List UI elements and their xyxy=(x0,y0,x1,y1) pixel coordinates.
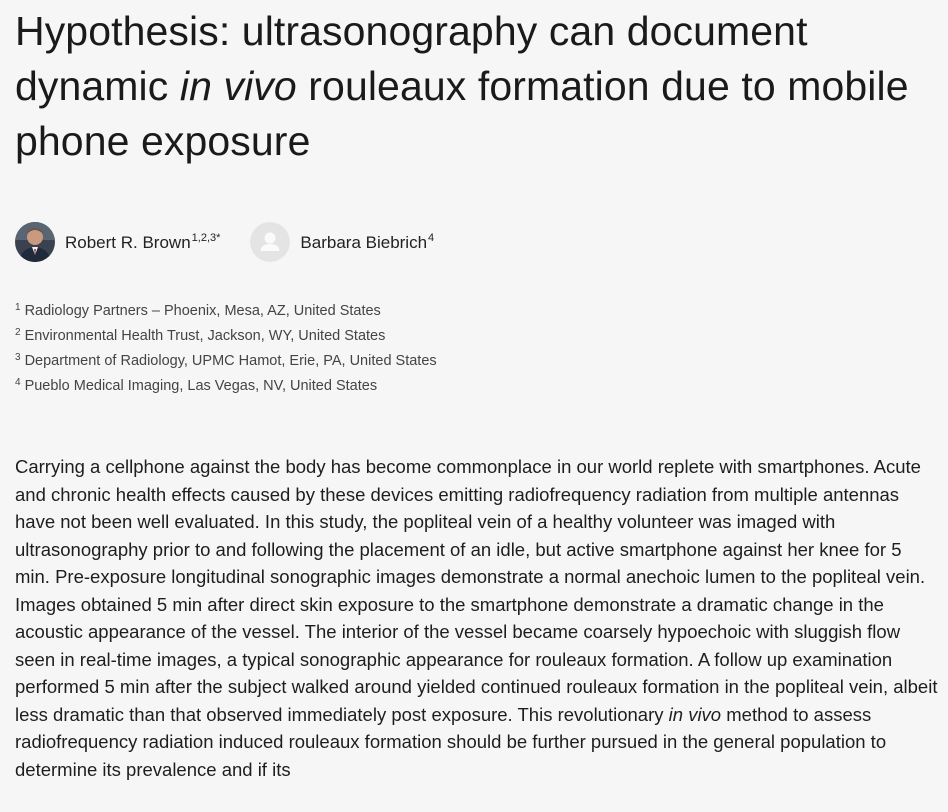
title-italic-term: in vivo xyxy=(179,63,297,109)
author-name-text[interactable]: Robert R. Brown xyxy=(65,232,191,252)
author-name-text[interactable]: Barbara Biebrich xyxy=(300,232,428,252)
article-title xyxy=(15,4,915,169)
abstract-italic-term: in vivo xyxy=(668,703,722,725)
affiliation-number: 2 xyxy=(15,327,21,338)
abstract-part1: Carrying a cellphone against the body has become commonplace in our world replete with smartphones. Acute and chronic health effects caused by these devices emitting radiofrequency radiation from multiple antennas have not been well evaluated. In this study, the popliteal vein of a healthy volunteer was imaged with ultrasonography prior to and following the placement of an idle, but active smartphone against her knee for 5 min. Pre-exposure longitudinal sonographic images demonstrate a normal anechoic lumen to the popliteal vein. Images obtained 5 min after direct skin exposure to the smartphone demonstrate a dramatic change in the acoustic appearance of the vessel. The interior of the vessel became coarsely hypoechoic with sluggish flow seen in real-time images, a typical sonographic appearance for rouleaux formation. A follow up examination performed 5 min after the subject walked around yielded continued rouleaux formation in the popliteal vein, albeit less dramatic than that observed immediately post exposure. This revolutionary xyxy=(15,456,938,725)
author-barbara-biebrich[interactable] xyxy=(250,222,434,262)
affiliation-text: Radiology Partners – Phoenix, Mesa, AZ, United States xyxy=(24,303,381,319)
title-text-part2: rouleaux formation due to mobile phone exposure xyxy=(15,63,909,164)
author-avatar-photo[interactable] xyxy=(15,222,55,262)
abstract-part2: method to assess radiofrequency radiation induced rouleaux formation should be further pursued in the general population to determine its prevalence and if its xyxy=(15,703,887,780)
abstract-text xyxy=(15,453,940,783)
author-affiliation-sup: 4 xyxy=(428,231,435,244)
author-affiliation-sup: 1,2,3* xyxy=(191,231,221,244)
author-robert-brown[interactable] xyxy=(15,222,220,262)
author-name[interactable] xyxy=(300,232,434,253)
affiliation-text: Department of Radiology, UPMC Hamot, Erie, PA, United States xyxy=(24,353,437,369)
author-name[interactable] xyxy=(65,232,220,253)
affiliation-number: 1 xyxy=(15,302,21,313)
affiliation-item xyxy=(15,297,437,322)
affiliation-text: Pueblo Medical Imaging, Las Vegas, NV, United States xyxy=(24,378,378,394)
affiliation-number: 4 xyxy=(15,377,21,388)
affiliation-text: Environmental Health Trust, Jackson, WY, United States xyxy=(24,328,386,344)
title-text-part1: Hypothesis: ultrasonography can document dynamic xyxy=(15,8,808,109)
affiliation-item xyxy=(15,372,437,397)
affiliation-item xyxy=(15,347,437,372)
affiliation-list xyxy=(15,297,437,397)
default-person-icon[interactable] xyxy=(250,222,290,262)
author-list xyxy=(15,221,464,263)
affiliation-item xyxy=(15,322,437,347)
affiliation-number: 3 xyxy=(15,352,21,363)
